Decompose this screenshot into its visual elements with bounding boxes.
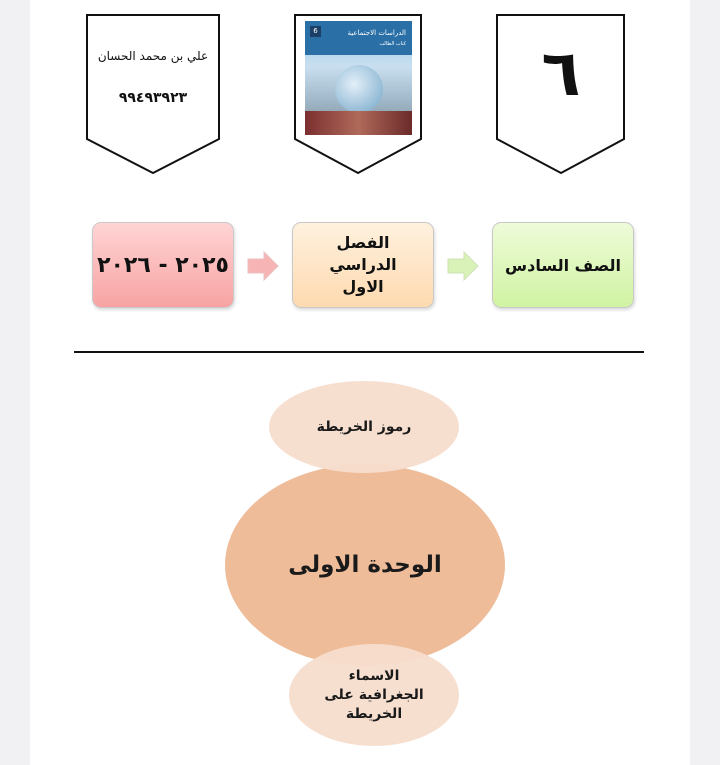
term-box: [292, 222, 434, 308]
academic-year-label: ٢٠٢٥ - ٢٠٢٦: [97, 252, 229, 278]
arrow-right-icon: [446, 249, 480, 283]
globe-image: [335, 65, 383, 113]
unit-title: الوحدة الاولى: [288, 552, 442, 578]
grade-label: الصف السادس: [505, 255, 621, 275]
topic-ellipse-map-symbols: [269, 381, 459, 473]
cover-title: الدراسات الاجتماعية: [347, 29, 406, 37]
unit-title-ellipse: [225, 464, 505, 666]
academic-year-box: [92, 222, 234, 308]
grade-box: [492, 222, 634, 308]
grade-number: ٦: [541, 37, 581, 111]
cover-grade-badge: 6: [310, 26, 321, 37]
topic-label: الاسماء الجغرافية على الخريطة: [324, 667, 424, 722]
book-cover-tag: [294, 14, 434, 176]
author-phone: ٩٩٤٩٣٩٢٣: [118, 90, 188, 106]
cover-subtitle: كتاب الطالب: [379, 41, 406, 47]
author-tag: [86, 14, 226, 176]
book-cover-image: [305, 21, 412, 135]
cover-band: [305, 21, 412, 55]
topic-label: رموز الخريطة: [316, 419, 412, 435]
arrow-right-icon: [246, 249, 280, 283]
author-name: علي بن محمد الحسان: [97, 49, 209, 63]
term-label: الفصل الدراسي الاول: [329, 233, 397, 296]
topic-ellipse-geographic-names: [289, 644, 459, 746]
grade-tag: [496, 14, 636, 176]
horizontal-divider: [74, 351, 644, 353]
road-image: [305, 111, 412, 135]
